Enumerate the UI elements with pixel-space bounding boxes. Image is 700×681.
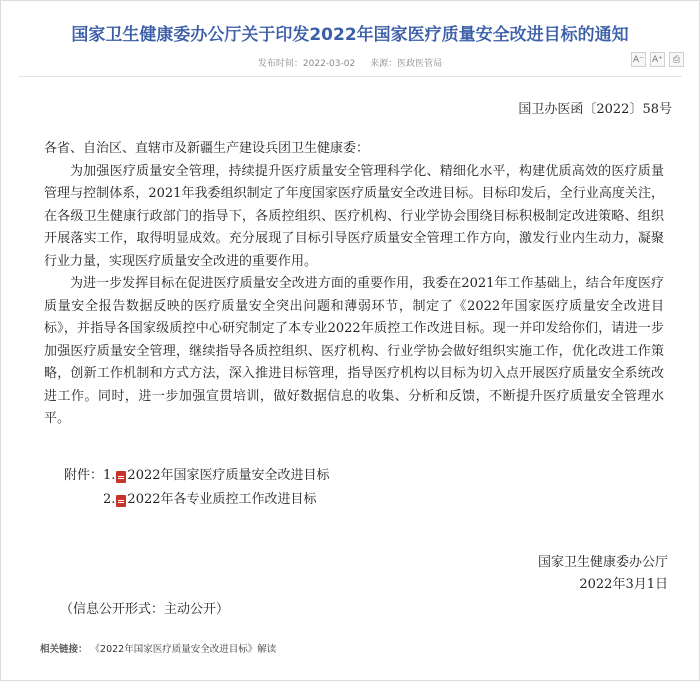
signature-date: 2022年3月1日 — [579, 577, 668, 592]
related-link[interactable]: 《2022年国家医疗质量安全改进目标》解读 — [90, 644, 277, 655]
source-label: 来源： — [370, 59, 398, 69]
attachment-link-1[interactable]: 2022年国家医疗质量安全改进目标 — [127, 468, 330, 483]
related-label: 相关链接： — [40, 644, 88, 655]
article-meta — [0, 56, 700, 69]
source-value: 医政医管局 — [397, 59, 443, 69]
attachment-number: 2. — [103, 492, 116, 507]
publish-info — [258, 59, 355, 69]
publish-date: 2022-03-02 — [302, 59, 356, 69]
attachments — [64, 464, 330, 512]
publish-label: 发布时间： — [257, 59, 303, 69]
publicity-note: （信息公开形式：主动公开） — [60, 602, 230, 617]
attachment-row-2 — [64, 488, 330, 512]
document-number: 国卫办医函〔2022〕58号 — [518, 102, 672, 117]
attachment-row-1 — [64, 464, 330, 488]
font-increase-button[interactable]: A⁺ — [650, 52, 665, 67]
font-decrease-button[interactable]: A⁻ — [631, 52, 646, 67]
signature-org: 国家卫生健康委办公厅 — [537, 555, 668, 570]
attachment-link-2[interactable]: 2022年各专业质控工作改进目标 — [127, 492, 317, 507]
divider — [18, 76, 682, 77]
attachments-label: 附件： — [64, 468, 104, 483]
paragraph-1: 为加强医疗质量安全管理，持续提升医疗质量安全管理科学化、精细化水平，构建优质高效的医疗质量管理与控制体系，2021年我委组织制定了年度国家医疗质量安全改进目标。目标印发后，全行业高度关注，在各级卫生健康行政部门的指导下，各质控组织、医疗机构、行业学协会围绕目标积极制定改进策略、组织开展落实工作，取得明显成效。充分展现了目标引导医疗质量安全管理工作方向，激发行业内生动力，凝聚行业力量，实现医疗质量安全改进的重要作用。 — [44, 163, 664, 269]
salutation: 各省、自治区、直辖市及新疆生产建设兵团卫生健康委： — [44, 141, 370, 156]
pdf-icon — [116, 471, 126, 483]
attachment-number: 1. — [103, 468, 116, 483]
document-body — [44, 138, 664, 431]
paragraph-2: 为进一步发挥目标在促进医疗质量安全改进方面的重要作用，我委在2021年工作基础上，结合年度医疗质量安全报告数据反映的医疗质量安全突出问题和薄弱环节，制定了《2022年国家医疗质量安全改进目标》，并指导各国家级质控中心研究制定了本专业2022年质控工作改进目标。现一并印发给你们，请进一步加强医疗质量安全管理，继续指导各质控组织、医疗机构、行业学协会做好组织实施工作，优化改进工作策略，创新工作机制和方式方法，深入推进目标管理，指导医疗机构以目标为切入点开展医疗质量安全系统改进工作。同时，进一步加强宣贯培训，做好数据信息的收集、分析和反馈，不断提升医疗质量安全管理水平。 — [44, 276, 664, 426]
source-info — [370, 59, 442, 69]
signature-block — [538, 552, 668, 596]
font-toolbar — [631, 52, 684, 67]
pdf-icon — [116, 495, 126, 507]
related-links — [40, 641, 276, 655]
page-title: 国家卫生健康委办公厅关于印发2022年国家医疗质量安全改进目标的通知 — [71, 25, 629, 45]
print-icon[interactable]: ⎙ — [669, 52, 684, 67]
